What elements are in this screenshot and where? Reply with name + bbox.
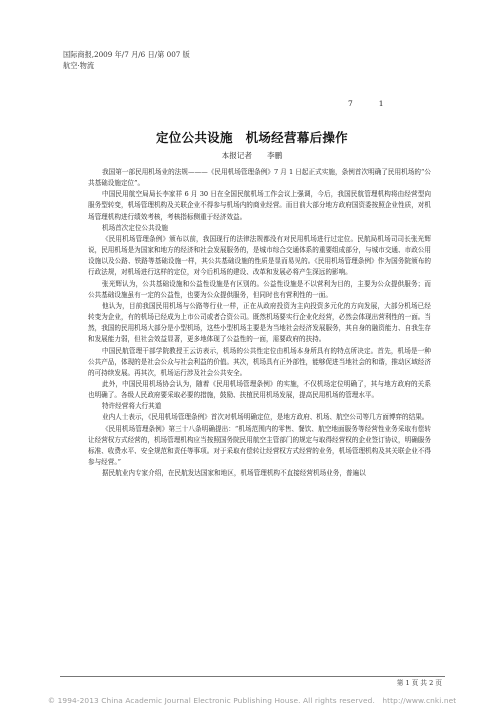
paragraph: 他认为，目前我国民用机场与公路等行业一样，正在从政府投资为主向投资多元化的方向发展，大部分机场已经转变为企业，有的机场已经成为上市公司或者合资公司。既然机场要实行企业化经营，必然会体现出营利性的一面。当然，我国的民用机场大部分是小型机场，这些小型机场主要是为当地社会经济发展服务，其自身的融资能力、自我生存和发展能力弱，但社会效益显著，更多地体现了公益性的一面，需要政府的扶持。 <box>88 301 431 344</box>
paragraph: 《民用机场管理条例》颁布以前，我国现行的法律法规都没有对民用机场进行过定位。民航局机场司司长张光辉说，民用机场是为国家和地方的经济和社会发展服务的，是城市综合交通体系的重要组成部分，与城市交通、市政公用设施以及公路、铁路等基础设施一样，其公共基础设施的性质是显而易见的。《民用机场管理条例》作为国务院颁布的行政法规，对机场进行这样的定位，对今后机场的建设、改革和发展必将产生深远的影响。 <box>88 234 431 277</box>
copyright-notice: © 1994-2013 China Academic Journal Electronic Publishing House. All rights reserved. http://www.cnki.net <box>47 696 457 705</box>
article-body <box>88 167 431 479</box>
subheading: 机场首次定位公共设施 <box>102 223 168 232</box>
page-info: 第 1 页 共 2 页 <box>396 679 442 687</box>
paragraph: 张光辉认为，公共基础设施和公益性设施是有区别的。公益性设施是不以营利为目的，主要为公众提供服务；而公共基础设施虽有一定的公益性，也要为公众提供服务，但同时也有营利性的一面。 <box>88 279 431 299</box>
paragraph: 业内人士表示，《民用机场管理条例》首次对机场明确定位，是地方政府、机场、航空公司等几方面博弈的结果。 <box>102 413 429 422</box>
paragraph: 我国第一部民用机场业的法规———《民用机场管理条例》7 月 1 日起正式实施，条例首次明确了民用机场的“公共基础设施定位”。 <box>88 168 431 188</box>
page-mark-left: 7 <box>348 99 353 108</box>
section-line: 航空·物流 <box>63 60 95 70</box>
paragraph: 《民用机场管理条例》第三十八条明确提出：“机场范围内的零售、餐饮、航空地面服务等经营性业务采取有偿转让经营权方式经营的，机场管理机构应当按照国务院民用航空主管部门的规定与取得经营权的企业签订协议，明确服务标准、收费水平、安全规范和责任等事项。对于采取有偿转让经营权方式经营的业务，机场管理机构及其关联企业不得参与经营。” <box>88 424 431 467</box>
source-line: 国际商报,2009 年/7 月/6 日/第 007 版 <box>63 50 190 59</box>
page-mark-right: 1 <box>378 99 384 108</box>
paragraph: 中国民用航空局局长李家祥 6 月 30 日在全国民航机场工作会议上强调，今后，我国民航管理机构将由经营型向服务型转变，机场管理机构及关联企业不得参与机场内的商业经营。而目前大部分地方政府国资委按照企业性质，对机场管理机构进行绩效考核，考核指标侧重于经济效益。 <box>88 190 431 221</box>
paragraph: 此外，中国民用机场协会认为，随着《民用机场管理条例》的实施，不仅机场定位明确了，其与地方政府的关系也明确了。各级人民政府要采取必要的措施，鼓励、扶植民用机场发展，提高民用机场的管理水平。 <box>88 379 431 400</box>
article-byline: 本报记者 李鹏 <box>221 151 283 160</box>
paragraph: 中国民航管理干部学院教授王云访表示，机场的公共性定位由机场本身所具有的特点所决定。首先，机场是一种公共产品，体现的是社会公众与社会利益的价值。其次，机场具有正外部性，能够促进当地社会的和谐，推动区域经济的可持续发展。再其次，机场运行涉及社会公共安全。 <box>88 346 431 377</box>
page-mark <box>348 99 410 108</box>
paragraph: 据民航业内专家介绍，在民航发达国家和地区，机场管理机构不直接经营机场业务，普遍以 <box>102 469 366 478</box>
article-title: 定位公共设施 机场经营幕后操作 <box>155 130 348 145</box>
publication-meta <box>63 50 190 71</box>
subheading: 特许经营将大行其道 <box>102 402 162 411</box>
footer-divider <box>60 676 445 677</box>
